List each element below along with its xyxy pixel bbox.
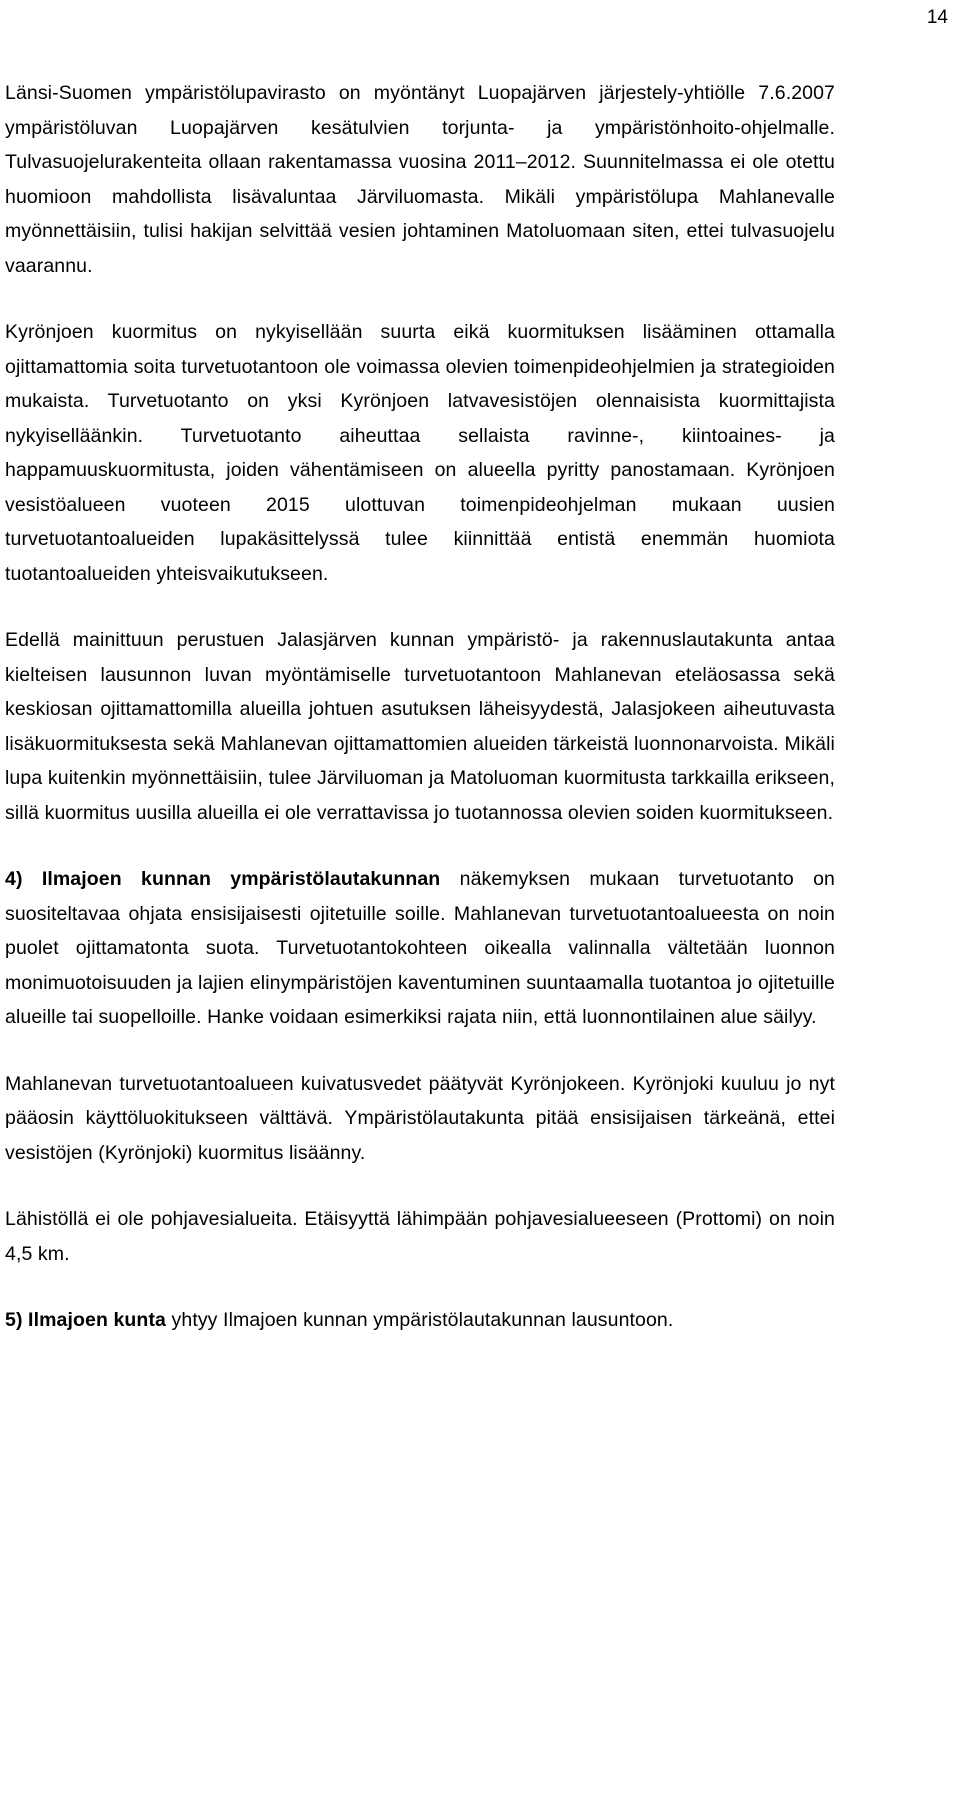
paragraph-jalasjarvi-statement: Edellä mainittuun perustuen Jalasjärven kunnan ympäristö- ja rakennuslautakunta antaa kielteisen lausunnon luvan myöntämiselle turvetuotantoon Mahlanevan eteläosassa sekä keskiosan ojittamattomilla alueilla johtuen asutuksen läheisyydestä, Jalasjokeen aiheutuvasta lisäkuormituksesta sekä Mahlanevan ojittamattomien alueiden tärkeistä luonnonarvoista. Mikäli lupa kuitenkin myönnettäisiin, tulee Järviluoman ja Matoluoman kuormitusta tarkkailla erikseen, sillä kuormitus uusilla alueilla ei ole verrattavissa jo tuotannossa olevien soiden kuormitukseen.	[5, 629, 835, 824]
paragraph-ilmajoki-municipality-text: yhtyy Ilmajoen kunnan ympäristölautakunnan lausuntoon.	[166, 1309, 674, 1331]
page-number: 14	[926, 7, 948, 28]
heading-ilmajoki-municipality: 5) Ilmajoen kunta	[5, 1309, 166, 1331]
heading-ilmajoki-board: 4) Ilmajoen kunnan ympäristölautakunnan	[5, 868, 441, 890]
paragraph-ilmajoki-municipality	[5, 1303, 835, 1338]
paragraph-ilmajoki-board-text: näkemyksen mukaan turvetuotanto on suositeltavaa ohjata ensisijaisesti ojitetuille soille. Mahlanevan turvetuotantoalueesta on noin puolet ojittamatonta suota. Turvetuotantokohteen oikealla valinnalla vältetään luonnon monimuotoisuuden ja lajien elinympäristöjen kaventuminen suuntaamalla tuotantoa jo ojitetuille alueille tai suopelloille. Hanke voidaan esimerkiksi rajata niin, että luonnontilainen alue säilyy.	[5, 868, 835, 1028]
paragraph-luopajarvi: Länsi-Suomen ympäristölupavirasto on myöntänyt Luopajärven järjestely-yhtiölle 7.6.2007 ympäristöluvan Luopajärven kesätulvien torjunta- ja ympäristönhoito-ohjelmalle. Tulvasuojelurakenteita ollaan rakentamassa vuosina 2011–2012. Suunnitelmassa ei ole otettu huomioon mahdollista lisävaluntaa Järviluomasta. Mikäli ympäristölupa Mahlanevalle myönnettäisiin, tulisi hakijan selvittää vesien johtaminen Matoluomaan siten, ettei tulvasuojelu vaarannu.	[5, 82, 835, 277]
paragraph-kyronjoki-load: Kyrönjoen kuormitus on nykyisellään suurta eikä kuormituksen lisääminen ottamalla ojittamattomia soita turvetuotantoon ole voimassa olevien toimenpideohjelmien ja strategioiden mukaista. Turvetuotanto on yksi Kyrönjoen latvavesistöjen olennaisista kuormittajista nykyiselläänkin. Turvetuotanto aiheuttaa sellaista ravinne-, kiintoaines- ja happamuuskuormitusta, joiden vähentämiseen on alueella pyritty panostamaan. Kyrönjoen vesistöalueen vuoteen 2015 ulottuvan toimenpideohjelman mukaan uusien turvetuotantoalueiden lupakäsittelyssä tulee kiinnittää entistä enemmän huomiota tuotantoalueiden yhteisvaikutukseen.	[5, 321, 835, 585]
paragraph-drainage: Mahlanevan turvetuotantoalueen kuivatusvedet päätyvät Kyrönjokeen. Kyrönjoki kuuluu jo nyt pääosin käyttöluokitukseen välttävä. Ympäristölautakunta pitää ensisijaisen tärkeänä, ettei vesistöjen (Kyrönjoki) kuormitus lisäänny.	[5, 1072, 835, 1164]
paragraph-groundwater: Lähistöllä ei ole pohjavesialueita. Etäisyyttä lähimpään pohjavesialueeseen (Prottomi) on noin 4,5 km.	[5, 1208, 835, 1265]
document-body	[5, 76, 835, 1370]
paragraph-ilmajoki-board	[5, 862, 835, 1035]
